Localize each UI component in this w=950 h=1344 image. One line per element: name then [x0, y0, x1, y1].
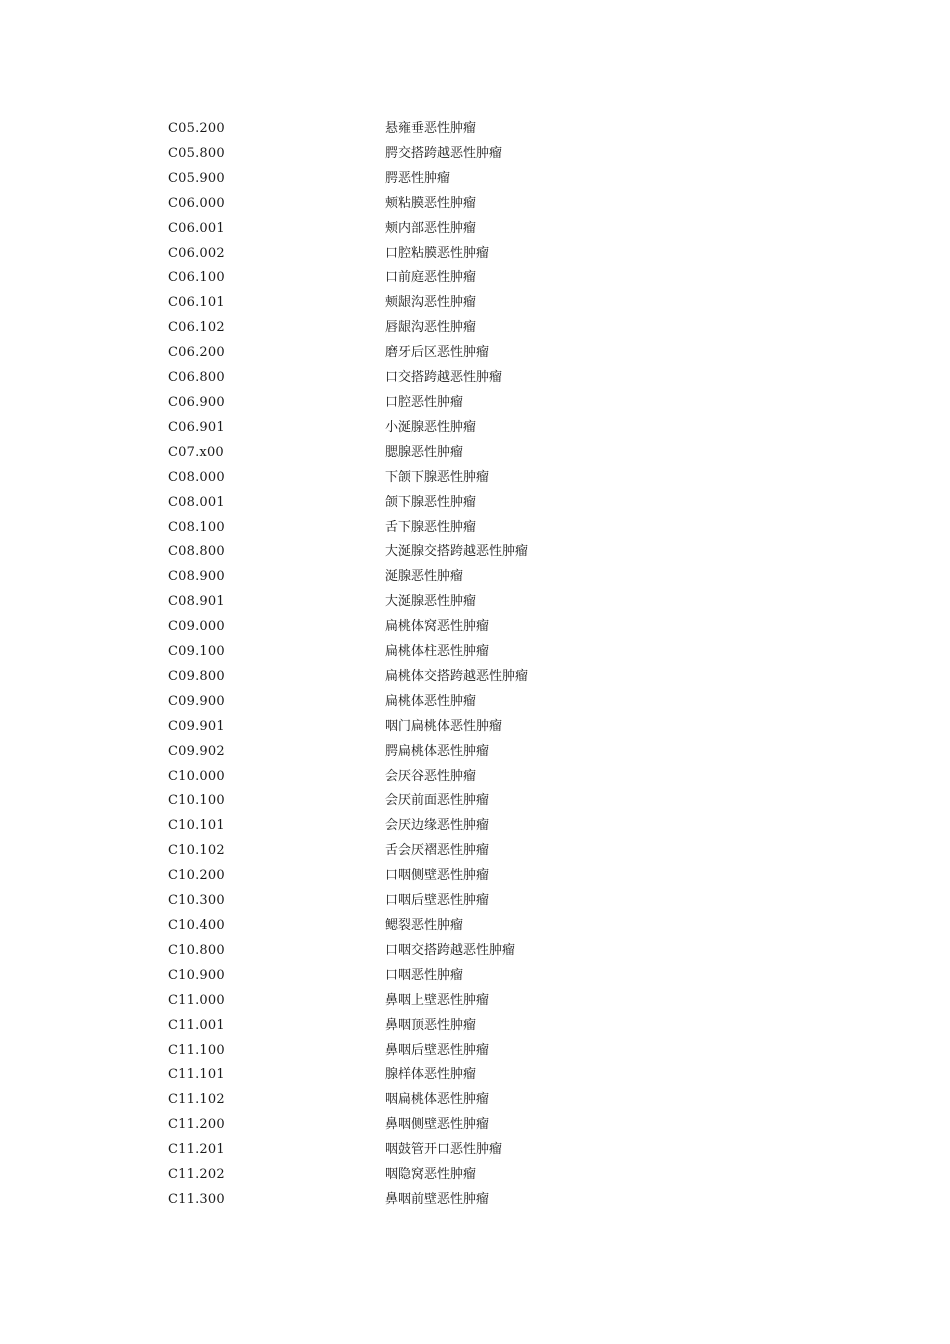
diagnosis-name: 腭恶性肿瘤 — [385, 170, 451, 186]
table-row — [168, 266, 685, 291]
diagnosis-name: 腮腺恶性肿瘤 — [385, 444, 464, 460]
diagnosis-code: C09.901 — [168, 718, 225, 734]
table-row — [168, 1113, 685, 1138]
diagnosis-code: C06.800 — [168, 370, 225, 386]
diagnosis-code: C10.102 — [168, 843, 225, 859]
table-row — [168, 864, 685, 889]
diagnosis-name: 口交搭跨越恶性肿瘤 — [385, 370, 503, 386]
table-row — [168, 615, 685, 640]
table-row — [168, 1163, 685, 1188]
diagnosis-name: 鼻咽后壁恶性肿瘤 — [385, 1042, 490, 1058]
table-row — [168, 1014, 685, 1039]
diagnosis-name: 腺样体恶性肿瘤 — [385, 1067, 477, 1083]
table-row — [168, 491, 685, 516]
diagnosis-code: C11.200 — [168, 1117, 225, 1133]
table-row — [168, 640, 685, 665]
diagnosis-code: C10.800 — [168, 942, 225, 958]
diagnosis-code: C08.100 — [168, 519, 225, 535]
diagnosis-code: C09.100 — [168, 644, 225, 660]
table-row — [168, 565, 685, 590]
diagnosis-name: 口腔恶性肿瘤 — [385, 394, 464, 410]
diagnosis-name: 会厌前面恶性肿瘤 — [385, 793, 490, 809]
table-row — [168, 839, 685, 864]
diagnosis-name: 咽门扁桃体恶性肿瘤 — [385, 718, 503, 734]
diagnosis-code: C06.000 — [168, 195, 225, 211]
diagnosis-name: 扁桃体柱恶性肿瘤 — [385, 644, 490, 660]
diagnosis-code: C06.002 — [168, 245, 225, 261]
table-row — [168, 242, 685, 267]
diagnosis-code: C05.900 — [168, 170, 225, 186]
table-row — [168, 590, 685, 615]
diagnosis-name: 咽扁桃体恶性肿瘤 — [385, 1092, 490, 1108]
diagnosis-name: 咽鼓管开口恶性肿瘤 — [385, 1142, 503, 1158]
diagnosis-code: C10.101 — [168, 818, 225, 834]
diagnosis-name: 扁桃体恶性肿瘤 — [385, 693, 477, 709]
diagnosis-code: C08.900 — [168, 569, 225, 585]
table-row — [168, 964, 685, 989]
diagnosis-name: 颊粘膜恶性肿瘤 — [385, 195, 477, 211]
diagnosis-name: 悬雍垂恶性肿瘤 — [385, 121, 477, 136]
diagnosis-name: 口咽侧壁恶性肿瘤 — [385, 868, 490, 884]
diagnosis-code: C06.900 — [168, 394, 225, 410]
diagnosis-name: 舌下腺恶性肿瘤 — [385, 519, 477, 535]
diagnosis-code: C09.902 — [168, 743, 225, 759]
diagnosis-code: C10.900 — [168, 967, 225, 983]
diagnosis-name: 鼻咽顶恶性肿瘤 — [385, 1017, 477, 1033]
code-table-body — [168, 117, 685, 1213]
diagnosis-name: 口咽后壁恶性肿瘤 — [385, 893, 490, 909]
diagnosis-code: C10.300 — [168, 893, 225, 909]
diagnosis-name: 舌会厌褶恶性肿瘤 — [385, 843, 490, 859]
diagnosis-name: 磨牙后区恶性肿瘤 — [385, 345, 490, 361]
diagnosis-code: C09.900 — [168, 693, 225, 709]
table-row — [168, 1138, 685, 1163]
table-row — [168, 914, 685, 939]
table-row — [168, 391, 685, 416]
diagnosis-name: 口腔粘膜恶性肿瘤 — [385, 245, 490, 261]
diagnosis-name: 小涎腺恶性肿瘤 — [385, 419, 477, 435]
table-row — [168, 316, 685, 341]
diagnosis-name: 鼻咽前壁恶性肿瘤 — [385, 1191, 490, 1207]
diagnosis-code: C11.102 — [168, 1092, 225, 1108]
diagnosis-code: C06.001 — [168, 220, 225, 236]
table-row — [168, 466, 685, 491]
diagnosis-code: C09.000 — [168, 619, 225, 635]
table-row — [168, 291, 685, 316]
diagnosis-code: C05.200 — [168, 121, 225, 136]
diagnosis-name: 鳃裂恶性肿瘤 — [385, 918, 464, 933]
diagnosis-code: C07.x00 — [168, 444, 224, 460]
table-row — [168, 217, 685, 242]
diagnosis-name: 扁桃体交搭跨越恶性肿瘤 — [385, 668, 529, 684]
diagnosis-name: 鼻咽侧壁恶性肿瘤 — [385, 1117, 490, 1133]
table-row — [168, 789, 685, 814]
diagnosis-code: C06.101 — [168, 295, 225, 311]
table-row — [168, 715, 685, 740]
diagnosis-name: 口咽交搭跨越恶性肿瘤 — [385, 942, 516, 958]
table-row — [168, 1188, 685, 1213]
table-row — [168, 765, 685, 790]
diagnosis-code: C08.001 — [168, 494, 225, 510]
table-row — [168, 989, 685, 1014]
diagnosis-name: 下颌下腺恶性肿瘤 — [385, 469, 490, 485]
diagnosis-code: C08.800 — [168, 544, 225, 560]
diagnosis-code: C11.000 — [168, 992, 225, 1008]
table-row — [168, 1039, 685, 1064]
table-row — [168, 889, 685, 914]
diagnosis-code: C11.300 — [168, 1191, 225, 1207]
diagnosis-code: C10.400 — [168, 918, 225, 933]
table-row — [168, 441, 685, 466]
table-row — [168, 516, 685, 541]
diagnosis-name: 口前庭恶性肿瘤 — [385, 270, 477, 286]
table-row — [168, 117, 685, 142]
table-row — [168, 416, 685, 441]
table-row — [168, 192, 685, 217]
table-row — [168, 690, 685, 715]
diagnosis-name: 涎腺恶性肿瘤 — [385, 569, 464, 585]
diagnosis-code: C11.201 — [168, 1142, 225, 1158]
diagnosis-code: C10.100 — [168, 793, 225, 809]
table-row — [168, 814, 685, 839]
table-row — [168, 366, 685, 391]
diagnosis-name: 大涎腺恶性肿瘤 — [385, 594, 477, 610]
table-row — [168, 341, 685, 366]
diagnosis-name: 鼻咽上壁恶性肿瘤 — [385, 992, 490, 1008]
diagnosis-code: C09.800 — [168, 668, 225, 684]
table-row — [168, 142, 685, 167]
diagnosis-code: C05.800 — [168, 145, 225, 161]
diagnosis-name: 颊龈沟恶性肿瘤 — [385, 295, 477, 311]
diagnosis-name: 腭扁桃体恶性肿瘤 — [385, 743, 490, 759]
diagnosis-code: C10.200 — [168, 868, 225, 884]
table-row — [168, 740, 685, 765]
table-row — [168, 167, 685, 192]
diagnosis-code: C08.901 — [168, 594, 225, 610]
diagnosis-code: C11.001 — [168, 1017, 225, 1033]
diagnosis-name: 口咽恶性肿瘤 — [385, 967, 464, 983]
diagnosis-name: 扁桃体窝恶性肿瘤 — [385, 619, 490, 635]
table-row — [168, 1063, 685, 1088]
diagnosis-name: 颌下腺恶性肿瘤 — [385, 494, 477, 510]
diagnosis-name: 会厌边缘恶性肿瘤 — [385, 818, 490, 834]
diagnosis-code: C08.000 — [168, 469, 225, 485]
diagnosis-code-table — [168, 117, 685, 1213]
diagnosis-code: C11.101 — [168, 1067, 225, 1083]
diagnosis-code: C06.901 — [168, 419, 225, 435]
diagnosis-code: C10.000 — [168, 768, 225, 784]
diagnosis-name: 咽隐窝恶性肿瘤 — [385, 1167, 477, 1183]
table-row — [168, 540, 685, 565]
diagnosis-name: 腭交搭跨越恶性肿瘤 — [385, 145, 503, 161]
diagnosis-code: C06.102 — [168, 320, 225, 336]
table-row — [168, 939, 685, 964]
diagnosis-name: 大涎腺交搭跨越恶性肿瘤 — [385, 544, 529, 560]
diagnosis-name: 颊内部恶性肿瘤 — [385, 220, 477, 236]
diagnosis-code: C11.100 — [168, 1042, 225, 1058]
diagnosis-name: 会厌谷恶性肿瘤 — [385, 768, 477, 784]
diagnosis-code: C06.200 — [168, 345, 225, 361]
diagnosis-name: 唇龈沟恶性肿瘤 — [385, 320, 477, 336]
diagnosis-code: C11.202 — [168, 1167, 225, 1183]
diagnosis-code: C06.100 — [168, 270, 225, 286]
table-row — [168, 1088, 685, 1113]
table-row — [168, 665, 685, 690]
